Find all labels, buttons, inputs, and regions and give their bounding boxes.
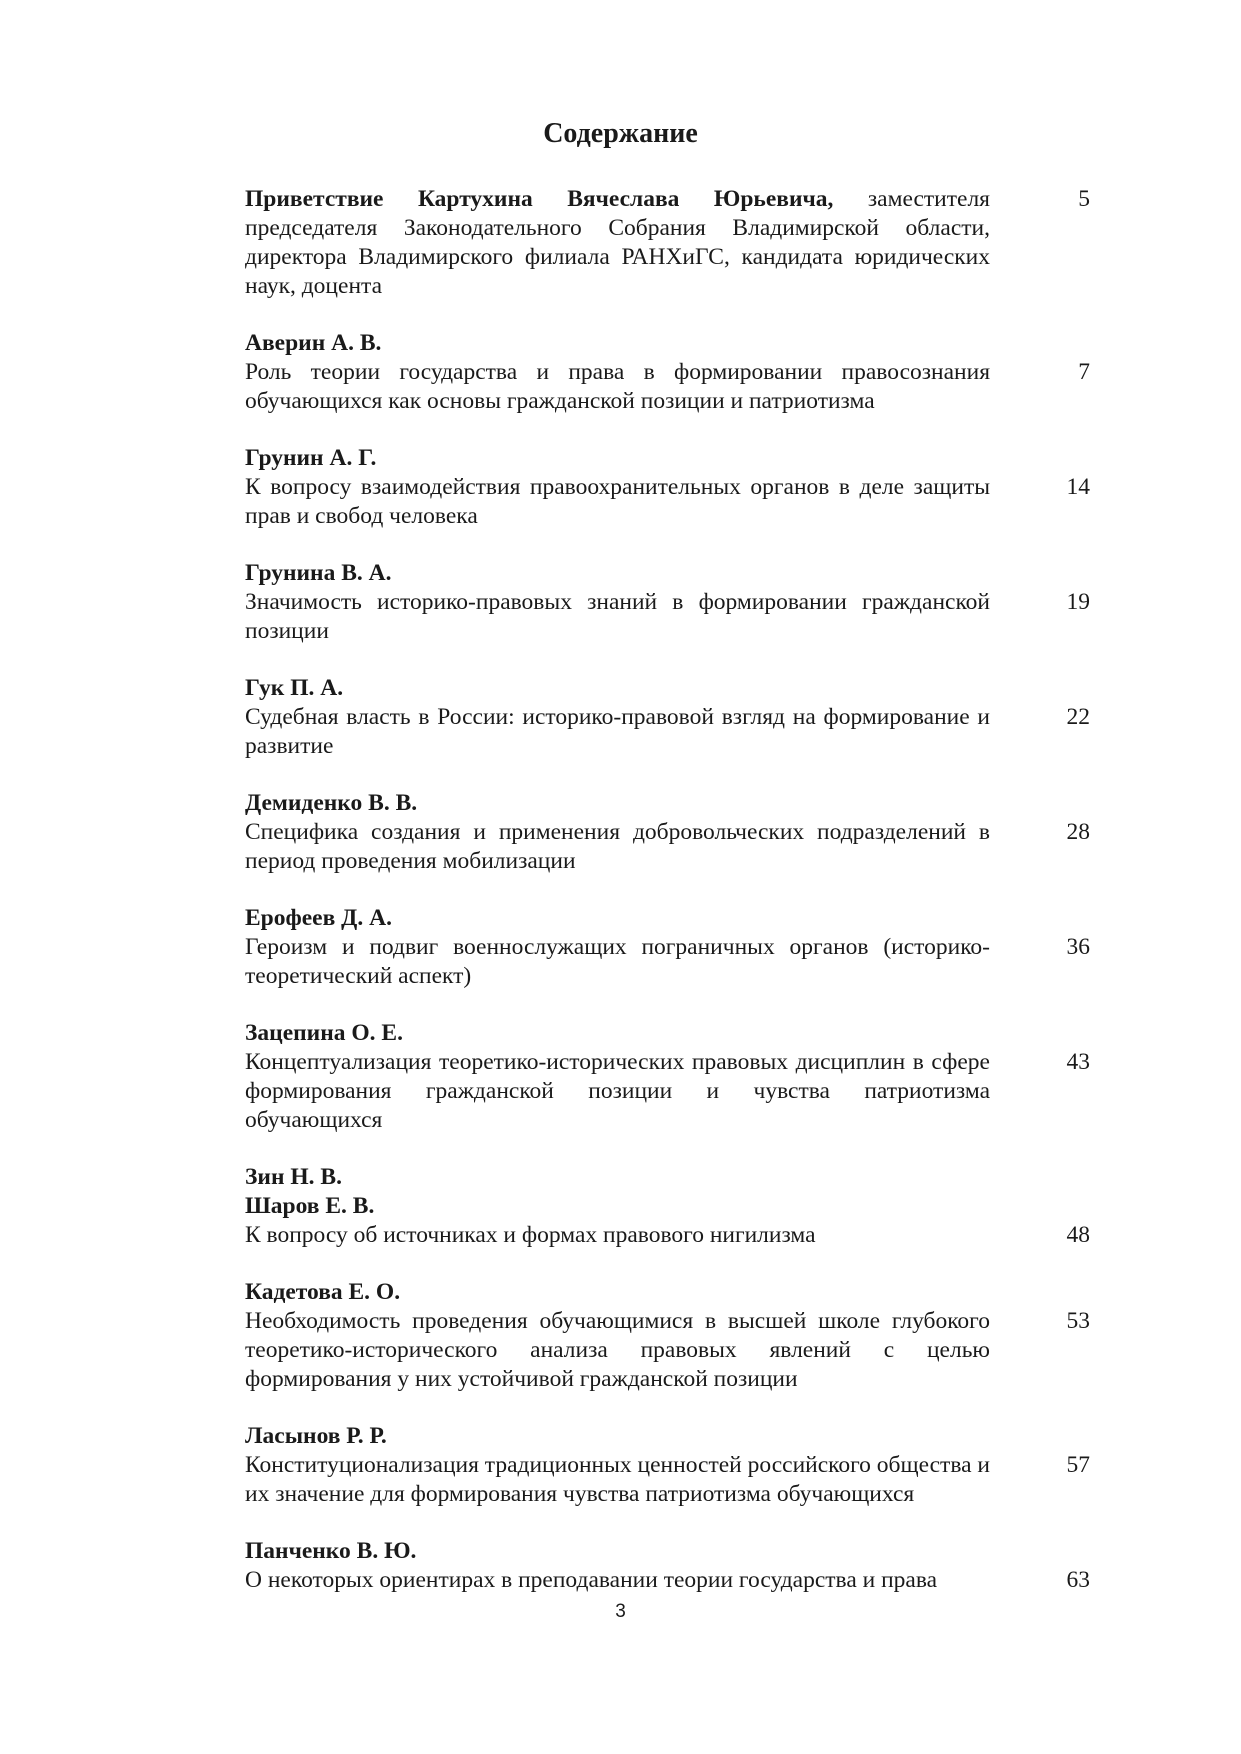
- toc-entry-intro[interactable]: [245, 185, 1090, 301]
- toc-entry[interactable]: [245, 329, 1090, 416]
- toc-author: Грунина В. А.: [245, 560, 392, 586]
- toc-author: Панченко В. Ю.: [245, 1538, 417, 1564]
- toc-entry[interactable]: [245, 444, 1090, 531]
- toc-entry-title: Конституционализация традиционных ценностей российского общества и их значение для формирования чувства патриотизма обучающихся: [245, 1452, 990, 1507]
- toc-entry-title: К вопросу об источниках и формах правового нигилизма: [245, 1222, 816, 1248]
- toc-entry[interactable]: [245, 1278, 1090, 1394]
- toc-entry[interactable]: [245, 559, 1090, 646]
- toc-entry-title: Значимость историко-правовых знаний в формировании гражданской позиции: [245, 589, 990, 644]
- page-number: 3: [615, 1601, 626, 1622]
- toc-entry[interactable]: [245, 1163, 1090, 1250]
- toc-entry-text: [245, 1537, 990, 1595]
- toc-entry[interactable]: [245, 789, 1090, 876]
- toc-entry-text: [245, 789, 990, 876]
- toc-heading: Содержание: [543, 118, 698, 149]
- toc-page-number: 5: [1078, 186, 1090, 212]
- toc-entry-text: [245, 674, 990, 761]
- toc-entry-title: Судебная власть в России: историко-правовой взгляд на формирование и развитие: [245, 704, 990, 759]
- toc-page-number: 36: [1066, 934, 1090, 960]
- toc-entry-title: Специфика создания и применения добровольческих подразделений в период проведения мобилизации: [245, 819, 990, 874]
- toc-entry-text: [245, 1163, 990, 1250]
- toc-entry[interactable]: [245, 674, 1090, 761]
- toc-page-number: 43: [1066, 1049, 1090, 1075]
- toc-entry-text: [245, 559, 990, 646]
- toc-page-number: 7: [1078, 359, 1090, 385]
- toc-entry-text: [245, 904, 990, 991]
- toc-page-number: 22: [1066, 704, 1090, 730]
- toc-entry-text: [245, 1019, 990, 1135]
- toc-intro-lead: Приветствие Картухина Вячеслава Юрьевича,: [245, 186, 834, 212]
- toc-entry-text: [245, 1278, 990, 1394]
- toc-entry-title: Героизм и подвиг военнослужащих пограничных органов (историко-теоретический аспект): [245, 934, 990, 989]
- toc-entry-title: Необходимость проведения обучающимися в высшей школе глубокого теоретико-исторического анализа правовых явлений с целью формирования у них устойчивой гражданской позиции: [245, 1308, 990, 1392]
- toc-author: Зин Н. В.: [245, 1164, 342, 1190]
- toc-entry-text: [245, 444, 990, 531]
- toc-entry[interactable]: [245, 1019, 1090, 1135]
- toc-entry-title: Концептуализация теоретико-исторических правовых дисциплин в сфере формирования гражданской позиции и чувства патриотизма обучающихся: [245, 1049, 990, 1133]
- toc-entry-title: О некоторых ориентирах в преподавании теории государства и права: [245, 1567, 938, 1593]
- toc-author: Кадетова Е. О.: [245, 1279, 401, 1305]
- toc-author: Ласынов Р. Р.: [245, 1423, 387, 1449]
- toc-entry[interactable]: [245, 1537, 1090, 1595]
- toc-page-number: 57: [1066, 1452, 1090, 1478]
- toc-entry-title: Роль теории государства и права в формировании правосознания обучающихся как основы гражданской позиции и патриотизма: [245, 359, 990, 414]
- toc-list: [245, 185, 1090, 1623]
- toc-author: Зацепина О. Е.: [245, 1020, 403, 1046]
- toc-entry-title: К вопросу взаимодействия правоохранительных органов в деле защиты прав и свобод человека: [245, 474, 990, 529]
- toc-author: Аверин А. В.: [245, 330, 382, 356]
- toc-author: Грунин А. Г.: [245, 445, 377, 471]
- toc-author: Гук П. А.: [245, 675, 344, 701]
- toc-intro-rest: заместителя председателя Законодательного Собрания Владимирской области, директора Владимирского филиала РАНХиГС, кандидата юридических наук, доцента: [245, 186, 990, 299]
- toc-entry[interactable]: [245, 1422, 1090, 1509]
- toc-author: Демиденко В. В.: [245, 790, 418, 816]
- toc-page-number: 63: [1066, 1567, 1090, 1593]
- toc-page-number: 14: [1066, 474, 1090, 500]
- toc-page-number: 53: [1066, 1308, 1090, 1334]
- toc-entry-text: [245, 1422, 990, 1509]
- toc-author: Ерофеев Д. А.: [245, 905, 392, 931]
- toc-entry-text: [245, 329, 990, 416]
- toc-entry[interactable]: [245, 904, 1090, 991]
- toc-author: Шаров Е. В.: [245, 1193, 375, 1219]
- toc-page-number: 28: [1066, 819, 1090, 845]
- toc-entry-text: [245, 185, 990, 301]
- toc-page-number: 48: [1066, 1222, 1090, 1248]
- toc-page-number: 19: [1066, 589, 1090, 615]
